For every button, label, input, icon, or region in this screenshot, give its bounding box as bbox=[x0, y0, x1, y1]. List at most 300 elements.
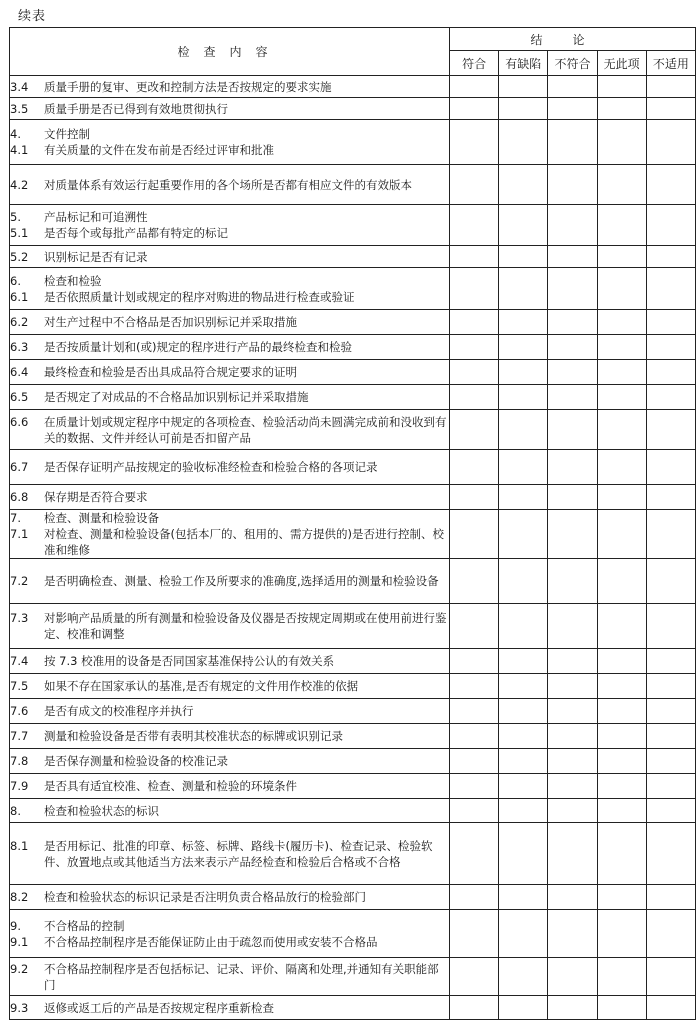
result-cell-none[interactable] bbox=[597, 205, 646, 246]
check-item bbox=[10, 339, 449, 355]
item-number: 7.2 bbox=[10, 574, 29, 588]
item-number: 6.1 bbox=[10, 289, 29, 304]
result-cell-conform[interactable] bbox=[450, 799, 499, 823]
check-item bbox=[10, 273, 449, 289]
result-cell-none[interactable] bbox=[597, 699, 646, 724]
result-cell-na[interactable] bbox=[646, 450, 695, 485]
item-number: 4.2 bbox=[10, 177, 29, 192]
item-number: 7. bbox=[10, 511, 21, 525]
check-item bbox=[10, 249, 449, 265]
result-cell-na[interactable] bbox=[646, 823, 695, 885]
result-cell-na[interactable] bbox=[646, 165, 695, 205]
result-cell-none[interactable] bbox=[597, 823, 646, 885]
result-cell-defect[interactable] bbox=[499, 799, 548, 823]
result-cell-nonconform[interactable] bbox=[548, 246, 597, 268]
result-cell-nonconform[interactable] bbox=[548, 98, 597, 120]
result-cell-nonconform[interactable] bbox=[548, 559, 597, 604]
result-cell-defect[interactable] bbox=[499, 510, 548, 559]
result-cell-defect[interactable] bbox=[499, 774, 548, 799]
result-cell-defect[interactable] bbox=[499, 98, 548, 120]
row-content-cell bbox=[10, 674, 450, 699]
item-text: 识别标记是否有记录 bbox=[44, 249, 148, 264]
result-cell-defect[interactable] bbox=[499, 749, 548, 774]
result-cell-none[interactable] bbox=[597, 485, 646, 510]
check-item bbox=[10, 209, 449, 225]
result-cell-defect[interactable] bbox=[499, 910, 548, 958]
result-cell-defect[interactable] bbox=[499, 996, 548, 1020]
check-item bbox=[10, 225, 449, 241]
item-text: 是否明确检查、测量、检验工作及所要求的准确度,选择适用的测量和检验设备 bbox=[44, 574, 439, 588]
result-cell-none[interactable] bbox=[597, 410, 646, 450]
result-cell-defect[interactable] bbox=[499, 450, 548, 485]
check-item bbox=[10, 79, 449, 95]
check-item bbox=[10, 364, 449, 380]
result-cell-none[interactable] bbox=[597, 649, 646, 674]
result-cell-conform[interactable] bbox=[450, 749, 499, 774]
result-cell-none[interactable] bbox=[597, 76, 646, 98]
item-number: 7.9 bbox=[10, 779, 29, 793]
result-cell-na[interactable] bbox=[646, 246, 695, 268]
check-item bbox=[10, 961, 449, 993]
row-content-cell bbox=[10, 510, 450, 559]
table-row bbox=[10, 823, 696, 885]
table-row bbox=[10, 958, 696, 996]
row-content-cell bbox=[10, 958, 450, 996]
row-content-cell bbox=[10, 559, 450, 604]
check-item bbox=[10, 142, 449, 158]
result-cell-na[interactable] bbox=[646, 360, 695, 385]
result-cell-conform[interactable] bbox=[450, 559, 499, 604]
table-row bbox=[10, 996, 696, 1020]
row-content-cell bbox=[10, 310, 450, 335]
result-cell-none[interactable] bbox=[597, 98, 646, 120]
result-cell-none[interactable] bbox=[597, 310, 646, 335]
item-number: 7.3 bbox=[10, 611, 29, 625]
item-number: 6.3 bbox=[10, 340, 29, 354]
result-cell-defect[interactable] bbox=[499, 485, 548, 510]
result-cell-none[interactable] bbox=[597, 674, 646, 699]
result-cell-nonconform[interactable] bbox=[548, 510, 597, 559]
inspection-table bbox=[9, 27, 696, 1020]
item-text: 如果不存在国家承认的基准,是否有规定的文件用作校准的依据 bbox=[44, 679, 359, 693]
item-text: 检查、测量和检验设备 bbox=[44, 511, 159, 525]
table-row bbox=[10, 268, 696, 310]
result-cell-defect[interactable] bbox=[499, 360, 548, 385]
result-cell-defect[interactable] bbox=[499, 699, 548, 724]
item-text: 检查和检验状态的标识记录是否注明负责合格品放行的检验部门 bbox=[44, 890, 366, 904]
result-cell-defect[interactable] bbox=[499, 885, 548, 910]
table-row bbox=[10, 310, 696, 335]
result-cell-none[interactable] bbox=[597, 774, 646, 799]
result-cell-defect[interactable] bbox=[499, 823, 548, 885]
result-cell-defect[interactable] bbox=[499, 76, 548, 98]
result-cell-nonconform[interactable] bbox=[548, 205, 597, 246]
item-number: 7.5 bbox=[10, 679, 29, 693]
result-cell-na[interactable] bbox=[646, 310, 695, 335]
result-cell-defect[interactable] bbox=[499, 268, 548, 310]
result-cell-na[interactable] bbox=[646, 774, 695, 799]
result-cell-conform[interactable] bbox=[450, 958, 499, 996]
result-cell-na[interactable] bbox=[646, 510, 695, 559]
item-number: 8.2 bbox=[10, 890, 29, 904]
check-item bbox=[10, 510, 449, 526]
row-content-cell bbox=[10, 799, 450, 823]
result-cell-nonconform[interactable] bbox=[548, 749, 597, 774]
result-cell-conform[interactable] bbox=[450, 823, 499, 885]
result-cell-na[interactable] bbox=[646, 910, 695, 958]
check-item bbox=[10, 778, 449, 794]
item-text: 最终检查和检验是否出具成品符合规定要求的证明 bbox=[44, 365, 297, 379]
result-cell-na[interactable] bbox=[646, 649, 695, 674]
result-cell-nonconform[interactable] bbox=[548, 699, 597, 724]
row-content-cell bbox=[10, 98, 450, 120]
result-cell-none[interactable] bbox=[597, 360, 646, 385]
row-content-cell bbox=[10, 246, 450, 268]
result-cell-na[interactable] bbox=[646, 120, 695, 165]
result-cell-none[interactable] bbox=[597, 724, 646, 749]
table-row bbox=[10, 450, 696, 485]
item-number: 3.4 bbox=[10, 79, 29, 94]
item-text: 质量手册是否已得到有效地贯彻执行 bbox=[44, 101, 228, 116]
result-cell-defect[interactable] bbox=[499, 246, 548, 268]
item-text: 是否依照质量计划或规定的程序对购进的物品进行检查或验证 bbox=[44, 289, 355, 304]
result-cell-nonconform[interactable] bbox=[548, 120, 597, 165]
item-number: 8. bbox=[10, 803, 21, 818]
check-item bbox=[10, 389, 449, 405]
item-number: 5.2 bbox=[10, 249, 29, 264]
result-subheader-none: 无此项 bbox=[597, 51, 646, 76]
item-number: 6.7 bbox=[10, 460, 29, 474]
table-row bbox=[10, 165, 696, 205]
table-row bbox=[10, 410, 696, 450]
table-row bbox=[10, 246, 696, 268]
item-text: 文件控制 bbox=[44, 127, 90, 141]
result-cell-conform[interactable] bbox=[450, 360, 499, 385]
row-content-cell bbox=[10, 774, 450, 799]
item-text: 不合格品控制程序是否能保证防止由于疏忽而使用或安装不合格品 bbox=[44, 934, 378, 949]
result-cell-conform[interactable] bbox=[450, 485, 499, 510]
table-row bbox=[10, 774, 696, 799]
result-cell-conform[interactable] bbox=[450, 724, 499, 749]
item-number: 7.8 bbox=[10, 754, 29, 768]
result-cell-na[interactable] bbox=[646, 76, 695, 98]
check-item bbox=[10, 728, 449, 744]
item-text: 对影响产品质量的所有测量和检验设备及仪器是否按规定周期或在使用前进行鉴定、校准和调整 bbox=[44, 611, 447, 641]
result-cell-defect[interactable] bbox=[499, 559, 548, 604]
item-number: 5.1 bbox=[10, 226, 29, 240]
result-cell-none[interactable] bbox=[597, 799, 646, 823]
row-content-cell bbox=[10, 205, 450, 246]
row-content-cell bbox=[10, 604, 450, 649]
check-item bbox=[10, 918, 449, 934]
item-text: 不合格品控制程序是否包括标记、记录、评价、隔离和处理,并通知有关职能部门 bbox=[44, 961, 439, 992]
result-cell-conform[interactable] bbox=[450, 120, 499, 165]
result-cell-defect[interactable] bbox=[499, 165, 548, 205]
item-number: 4.1 bbox=[10, 143, 29, 157]
check-item bbox=[10, 703, 449, 719]
result-cell-nonconform[interactable] bbox=[548, 996, 597, 1020]
result-cell-none[interactable] bbox=[597, 749, 646, 774]
result-cell-defect[interactable] bbox=[499, 335, 548, 360]
item-number: 5. bbox=[10, 210, 21, 224]
table-row bbox=[10, 76, 696, 98]
check-item bbox=[10, 838, 449, 870]
result-cell-none[interactable] bbox=[597, 958, 646, 996]
row-content-cell bbox=[10, 120, 450, 165]
result-cell-conform[interactable] bbox=[450, 385, 499, 410]
result-cell-na[interactable] bbox=[646, 674, 695, 699]
result-cell-conform[interactable] bbox=[450, 910, 499, 958]
result-cell-nonconform[interactable] bbox=[548, 360, 597, 385]
table-row bbox=[10, 910, 696, 958]
result-cell-conform[interactable] bbox=[450, 699, 499, 724]
result-cell-nonconform[interactable] bbox=[548, 76, 597, 98]
item-text: 是否规定了对成品的不合格品加识别标记并采取措施 bbox=[44, 390, 309, 404]
result-cell-na[interactable] bbox=[646, 410, 695, 450]
result-subheader-nonconform: 不符合 bbox=[548, 51, 597, 76]
result-cell-none[interactable] bbox=[597, 910, 646, 958]
result-cell-nonconform[interactable] bbox=[548, 604, 597, 649]
result-cell-none[interactable] bbox=[597, 385, 646, 410]
result-cell-na[interactable] bbox=[646, 335, 695, 360]
check-item bbox=[10, 753, 449, 769]
check-item bbox=[10, 1000, 449, 1016]
result-cell-na[interactable] bbox=[646, 485, 695, 510]
item-text: 是否具有适宜校准、检查、测量和检验的环境条件 bbox=[44, 779, 297, 793]
result-cell-na[interactable] bbox=[646, 749, 695, 774]
table-row bbox=[10, 799, 696, 823]
result-cell-defect[interactable] bbox=[499, 724, 548, 749]
item-number: 3.5 bbox=[10, 101, 29, 116]
item-text: 是否用标记、批准的印章、标签、标牌、路线卡(履历卡)、检查记录、检验软件、放置地点或其他适当方法来表示产品经检查和检验后合格或不合格 bbox=[44, 838, 433, 869]
item-text: 是否保存证明产品按规定的验收标准经检查和检验合格的各项记录 bbox=[44, 460, 378, 474]
result-cell-conform[interactable] bbox=[450, 98, 499, 120]
result-cell-none[interactable] bbox=[597, 335, 646, 360]
result-cell-defect[interactable] bbox=[499, 674, 548, 699]
check-item bbox=[10, 177, 449, 193]
result-cell-none[interactable] bbox=[597, 165, 646, 205]
result-cell-conform[interactable] bbox=[450, 205, 499, 246]
item-number: 7.4 bbox=[10, 654, 29, 668]
result-cell-conform[interactable] bbox=[450, 335, 499, 360]
result-cell-none[interactable] bbox=[597, 510, 646, 559]
item-text: 检查和检验状态的标识 bbox=[44, 803, 159, 818]
result-cell-nonconform[interactable] bbox=[548, 958, 597, 996]
check-item bbox=[10, 101, 449, 117]
row-content-cell bbox=[10, 823, 450, 885]
result-cell-conform[interactable] bbox=[450, 410, 499, 450]
row-content-cell bbox=[10, 699, 450, 724]
result-cell-nonconform[interactable] bbox=[548, 799, 597, 823]
result-cell-nonconform[interactable] bbox=[548, 310, 597, 335]
item-number: 6.8 bbox=[10, 490, 29, 504]
result-cell-nonconform[interactable] bbox=[548, 165, 597, 205]
table-row bbox=[10, 510, 696, 559]
table-row bbox=[10, 749, 696, 774]
result-subheader-conform: 符合 bbox=[450, 51, 499, 76]
table-row bbox=[10, 699, 696, 724]
row-content-cell bbox=[10, 885, 450, 910]
result-cell-conform[interactable] bbox=[450, 885, 499, 910]
item-text: 对检查、测量和检验设备(包括本厂的、租用的、需方提供的)是否进行控制、校准和维修 bbox=[44, 527, 444, 557]
result-cell-na[interactable] bbox=[646, 699, 695, 724]
result-cell-nonconform[interactable] bbox=[548, 335, 597, 360]
result-cell-na[interactable] bbox=[646, 958, 695, 996]
check-item bbox=[10, 414, 449, 446]
item-text: 保存期是否符合要求 bbox=[44, 490, 148, 504]
row-content-cell bbox=[10, 910, 450, 958]
result-cell-nonconform[interactable] bbox=[548, 724, 597, 749]
item-text: 是否有成文的校准程序并执行 bbox=[44, 704, 194, 718]
item-number: 6.2 bbox=[10, 315, 29, 329]
row-content-cell bbox=[10, 724, 450, 749]
content-column-header: 检查内容 bbox=[10, 28, 450, 76]
result-cell-none[interactable] bbox=[597, 450, 646, 485]
result-cell-nonconform[interactable] bbox=[548, 910, 597, 958]
row-content-cell bbox=[10, 410, 450, 450]
item-number: 9.1 bbox=[10, 934, 29, 949]
result-cell-nonconform[interactable] bbox=[548, 823, 597, 885]
table-row bbox=[10, 120, 696, 165]
result-cell-na[interactable] bbox=[646, 799, 695, 823]
result-column-header: 结论 bbox=[450, 28, 696, 51]
result-cell-nonconform[interactable] bbox=[548, 385, 597, 410]
item-text: 质量手册的复审、更改和控制方法是否按规定的要求实施 bbox=[44, 79, 332, 94]
result-cell-nonconform[interactable] bbox=[548, 649, 597, 674]
item-text: 按 7.3 校准用的设备是否同国家基准保持公认的有效关系 bbox=[44, 654, 335, 668]
result-cell-nonconform[interactable] bbox=[548, 774, 597, 799]
result-cell-na[interactable] bbox=[646, 205, 695, 246]
result-cell-defect[interactable] bbox=[499, 385, 548, 410]
table-row bbox=[10, 98, 696, 120]
table-row bbox=[10, 559, 696, 604]
item-text: 是否保存测量和检验设备的校准记录 bbox=[44, 754, 228, 768]
item-text: 是否每个或每批产品都有特定的标记 bbox=[44, 226, 228, 240]
result-cell-none[interactable] bbox=[597, 604, 646, 649]
result-cell-nonconform[interactable] bbox=[548, 485, 597, 510]
check-item bbox=[10, 573, 449, 589]
result-cell-conform[interactable] bbox=[450, 604, 499, 649]
result-cell-nonconform[interactable] bbox=[548, 450, 597, 485]
check-item bbox=[10, 934, 449, 950]
row-content-cell bbox=[10, 165, 450, 205]
item-number: 7.6 bbox=[10, 704, 29, 718]
result-cell-none[interactable] bbox=[597, 996, 646, 1020]
result-cell-conform[interactable] bbox=[450, 450, 499, 485]
result-cell-defect[interactable] bbox=[499, 649, 548, 674]
item-number: 9.2 bbox=[10, 961, 29, 976]
row-content-cell bbox=[10, 385, 450, 410]
table-row bbox=[10, 649, 696, 674]
result-cell-na[interactable] bbox=[646, 98, 695, 120]
result-cell-defect[interactable] bbox=[499, 120, 548, 165]
result-cell-conform[interactable] bbox=[450, 510, 499, 559]
item-number: 7.1 bbox=[10, 527, 29, 541]
result-cell-conform[interactable] bbox=[450, 76, 499, 98]
check-item bbox=[10, 489, 449, 505]
result-cell-na[interactable] bbox=[646, 268, 695, 310]
row-content-cell bbox=[10, 268, 450, 310]
item-text: 对生产过程中不合格品是否加识别标记并采取措施 bbox=[44, 315, 297, 329]
result-cell-nonconform[interactable] bbox=[548, 674, 597, 699]
item-text: 检查和检验 bbox=[44, 273, 102, 288]
item-number: 6.5 bbox=[10, 390, 29, 404]
table-row bbox=[10, 485, 696, 510]
result-cell-na[interactable] bbox=[646, 885, 695, 910]
result-cell-defect[interactable] bbox=[499, 604, 548, 649]
item-text: 不合格品的控制 bbox=[44, 918, 125, 933]
table-row bbox=[10, 360, 696, 385]
table-row bbox=[10, 604, 696, 649]
result-cell-none[interactable] bbox=[597, 559, 646, 604]
item-number: 7.7 bbox=[10, 729, 29, 743]
row-content-cell bbox=[10, 996, 450, 1020]
table-row bbox=[10, 205, 696, 246]
result-cell-conform[interactable] bbox=[450, 310, 499, 335]
result-cell-defect[interactable] bbox=[499, 205, 548, 246]
table-row bbox=[10, 385, 696, 410]
item-text: 测量和检验设备是否带有表明其校准状态的标牌或识别记录 bbox=[44, 729, 343, 743]
result-cell-conform[interactable] bbox=[450, 649, 499, 674]
result-cell-conform[interactable] bbox=[450, 674, 499, 699]
table-row bbox=[10, 885, 696, 910]
result-cell-na[interactable] bbox=[646, 604, 695, 649]
item-text: 产品标记和可追溯性 bbox=[44, 210, 148, 224]
result-cell-none[interactable] bbox=[597, 268, 646, 310]
check-item bbox=[10, 610, 449, 642]
result-cell-defect[interactable] bbox=[499, 310, 548, 335]
result-cell-none[interactable] bbox=[597, 120, 646, 165]
item-number: 8.1 bbox=[10, 838, 29, 853]
item-number: 6. bbox=[10, 273, 21, 288]
result-cell-none[interactable] bbox=[597, 246, 646, 268]
result-cell-conform[interactable] bbox=[450, 268, 499, 310]
item-number: 6.6 bbox=[10, 414, 29, 429]
check-item bbox=[10, 289, 449, 305]
result-cell-nonconform[interactable] bbox=[548, 885, 597, 910]
item-number: 9.3 bbox=[10, 1000, 29, 1015]
result-subheader-na: 不适用 bbox=[646, 51, 695, 76]
result-cell-nonconform[interactable] bbox=[548, 410, 597, 450]
row-content-cell bbox=[10, 649, 450, 674]
result-cell-nonconform[interactable] bbox=[548, 268, 597, 310]
result-cell-conform[interactable] bbox=[450, 996, 499, 1020]
result-cell-conform[interactable] bbox=[450, 246, 499, 268]
check-item bbox=[10, 653, 449, 669]
check-item bbox=[10, 803, 449, 819]
result-cell-none[interactable] bbox=[597, 885, 646, 910]
check-item bbox=[10, 459, 449, 475]
result-cell-na[interactable] bbox=[646, 385, 695, 410]
item-text: 有关质量的文件在发布前是否经过评审和批准 bbox=[44, 143, 274, 157]
item-number: 4. bbox=[10, 127, 21, 141]
result-subheader-defect: 有缺陷 bbox=[499, 51, 548, 76]
row-content-cell bbox=[10, 485, 450, 510]
result-cell-conform[interactable] bbox=[450, 165, 499, 205]
result-cell-na[interactable] bbox=[646, 559, 695, 604]
item-number: 9. bbox=[10, 918, 21, 933]
check-item bbox=[10, 889, 449, 905]
result-cell-conform[interactable] bbox=[450, 774, 499, 799]
result-cell-na[interactable] bbox=[646, 724, 695, 749]
table-row bbox=[10, 674, 696, 699]
result-cell-na[interactable] bbox=[646, 996, 695, 1020]
item-text: 是否按质量计划和(或)规定的程序进行产品的最终检查和检验 bbox=[44, 340, 352, 354]
check-item bbox=[10, 678, 449, 694]
result-cell-defect[interactable] bbox=[499, 410, 548, 450]
row-content-cell bbox=[10, 749, 450, 774]
result-cell-defect[interactable] bbox=[499, 958, 548, 996]
